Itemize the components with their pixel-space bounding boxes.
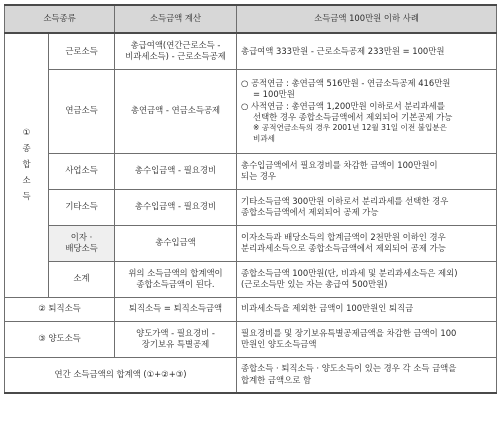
table-row <box>5 225 497 261</box>
income-calc-cell: 총급여액(연간근로소득 - 비과세소득) - 근로소득공제 <box>115 33 237 69</box>
table-row <box>5 357 497 393</box>
income-calc-cell: 퇴직소득 = 퇴직소득금액 <box>115 297 237 321</box>
income-calc-cell: 양도가액 - 필요경비 - 장기보유 특별공제 <box>115 321 237 357</box>
income-example-cell: 필요경비를 및 장기보유특별공제금액을 차감한 금액이 100 만원인 양도소득금액 <box>237 321 497 357</box>
income-calc-cell: 총수입금액 <box>115 225 237 261</box>
income-example-cell: 비과세소득을 제외한 금액이 100만원인 퇴직금 <box>237 297 497 321</box>
transfer-income-label: ③ 양도소득 <box>5 321 115 357</box>
income-type-cell: 이자 · 배당소득 <box>49 225 115 261</box>
income-calc-cell: 총수입금액 - 필요경비 <box>115 153 237 189</box>
income-example-cell: 종합소득 · 퇴직소득 · 양도소득이 있는 경우 각 소득 금액을 합계한 금액으로 함 <box>237 357 497 393</box>
income-example-cell: ○ 공적연금 : 총연금액 516만원 - 연금소득공제 416만원 = 100만원 ○ 사적연금 : 총연금액 1,200만원 이하로서 분리과세를 선택한 경우 종합소득금액에서 제외되어 기본공제 가능 ※ 공적연금소득의 경우 2001년 12월 31일 이전 불입분은 비과세 <box>237 69 497 153</box>
income-example-cell: 이자소득과 배당소득의 합계금액이 2천만원 이하인 경우 분리과세소득으로 종합소득금액에서 제외되어 공제 가능 <box>237 225 497 261</box>
income-example-cell: 종합소득금액 100만원(단, 비과세 및 분리과세소득은 제외) (근로소득만 있는 자는 총급여 500만원) <box>237 261 497 297</box>
table-row <box>5 153 497 189</box>
income-type-cell: 사업소득 <box>49 153 115 189</box>
retirement-income-label: ② 퇴직소득 <box>5 297 115 321</box>
header-income-calc: 소득금액 계산 <box>115 5 237 33</box>
table-row <box>5 33 497 69</box>
income-example-cell: 총수입금액에서 필요경비를 차감한 금액이 100만원이 되는 경우 <box>237 153 497 189</box>
general-income-label: ① 종 합 소 득 <box>5 33 49 297</box>
table-row <box>5 261 497 297</box>
income-table <box>4 4 497 394</box>
income-calc-cell: 위의 소득금액의 합계액이 종합소득금액이 된다. <box>115 261 237 297</box>
table-row <box>5 297 497 321</box>
table-row <box>5 69 497 153</box>
table-row <box>5 321 497 357</box>
income-type-cell: 연금소득 <box>49 69 115 153</box>
header-income-type: 소득종류 <box>5 5 115 33</box>
income-calc-cell: 총연금액 - 연금소득공제 <box>115 69 237 153</box>
annual-total-label: 연간 소득금액의 합계액 (①+②+③) <box>5 357 237 393</box>
table-row <box>5 189 497 225</box>
income-type-cell: 소계 <box>49 261 115 297</box>
table-header-row <box>5 5 497 33</box>
income-calc-cell: 총수입금액 - 필요경비 <box>115 189 237 225</box>
income-type-cell: 근로소득 <box>49 33 115 69</box>
income-type-cell: 기타소득 <box>49 189 115 225</box>
income-example-cell: 기타소득금액 300만원 이하로서 분리과세를 선택한 경우 종합소득금액에서 제외되어 공제 가능 <box>237 189 497 225</box>
header-example: 소득금액 100만원 이하 사례 <box>237 5 497 33</box>
income-example-cell: 총급여액 333만원 - 근로소득공제 233만원 = 100만원 <box>237 33 497 69</box>
